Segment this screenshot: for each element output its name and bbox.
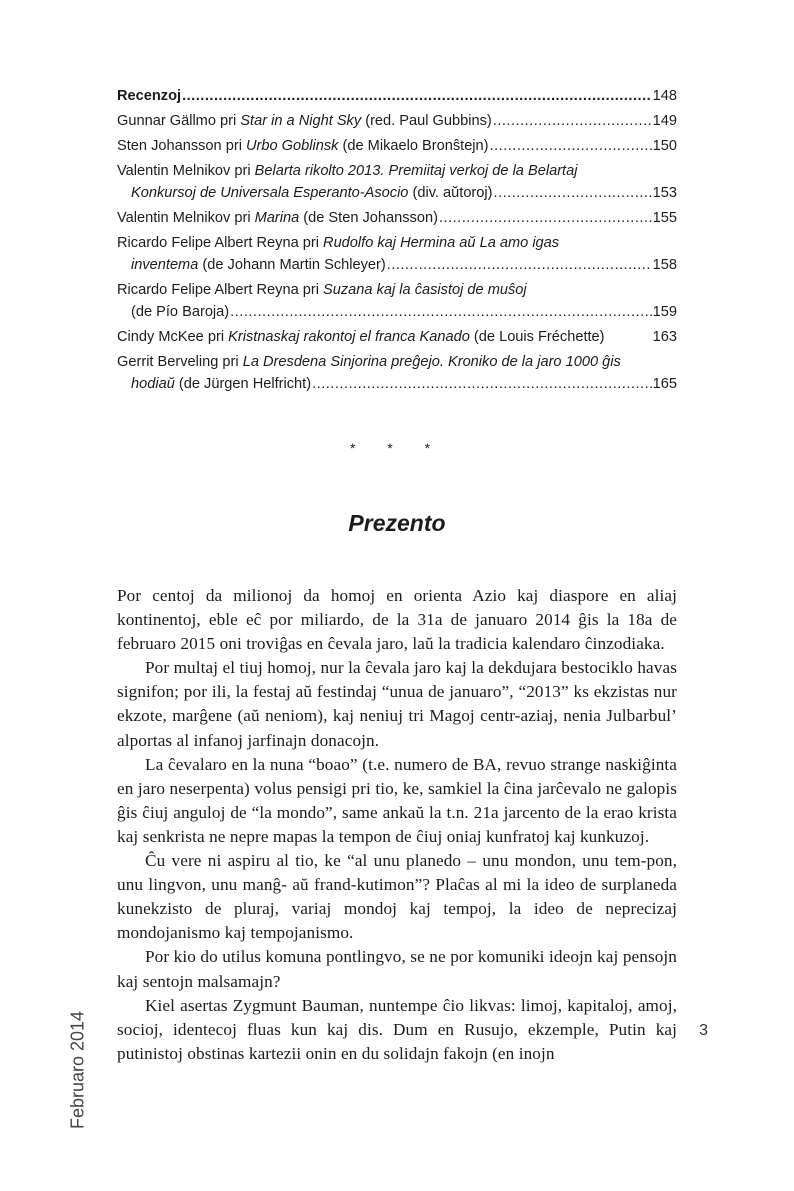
page-number: 3 xyxy=(699,1022,708,1039)
toc-leader-dots xyxy=(439,207,652,229)
toc-entry xyxy=(117,279,677,323)
toc-work-title: Star in a Night Sky xyxy=(240,113,362,129)
toc-entry-page: 149 xyxy=(652,113,677,129)
toc-work-title: La Dresdena Sinjorina preĝejo. Kroniko de la jaro 1000 ĝis xyxy=(242,354,621,370)
toc-entry-text xyxy=(117,351,621,373)
toc-entry-page: 165 xyxy=(652,376,677,392)
toc-entry xyxy=(117,326,677,348)
toc-heading-title: Recenzoj xyxy=(117,88,182,104)
toc-entry-text xyxy=(131,373,311,395)
toc-entry-text xyxy=(131,301,229,323)
toc-work-title: Belarta rikolto 2013. Premiitaj verkoj de la Belartaj xyxy=(254,163,578,179)
toc-entry-line xyxy=(117,326,677,348)
toc-entry xyxy=(117,351,677,395)
toc-work-title: inventema xyxy=(131,257,199,273)
toc-entry-line xyxy=(117,135,677,157)
toc-work-title: Kristnaskaj rakontoj el franca Kanado xyxy=(228,329,470,345)
toc-leader-dots xyxy=(493,110,652,132)
toc-entry-line xyxy=(117,232,677,254)
issue-date-sidebar: Februaro 2014 xyxy=(67,1010,88,1130)
toc-text: Cindy McKee pri xyxy=(117,329,229,345)
toc-text: Sten Johansson pri xyxy=(117,138,246,154)
toc-entry-line xyxy=(117,254,677,276)
toc-work-title: hodiaŭ xyxy=(131,376,175,392)
toc-leader-dots xyxy=(494,182,652,204)
toc-text: Valentin Melnikov pri xyxy=(117,210,255,226)
toc-entry-line xyxy=(117,110,677,132)
toc-heading-entry xyxy=(117,85,677,107)
toc-entry xyxy=(117,207,677,229)
toc-entry-line xyxy=(117,279,677,301)
article-paragraph: La ĉevalaro en la nuna “boao” (t.e. numero de BA, revuo strange naskiĝinta en jaro neserpenta) volus pensigi pri tio, ke, samkiel la ĉina jarĉevalo ne galopis ĝis ĉiuj anguloj de “la mondo”, same ankaŭ la t.n. 21a jarcento de la erao krista kaj senkrista ne nepre mapas la tempon de ĉiuj oniaj kunfratoj kaj kunkuzoj. xyxy=(117,754,677,846)
toc-entry-line xyxy=(117,207,677,229)
toc-text: (red. Paul Gubbins) xyxy=(361,113,492,129)
toc-heading-page: 148 xyxy=(652,88,677,104)
toc-text: (de Louis Fréchette) xyxy=(469,329,605,345)
toc-text: Ricardo Felipe Albert Reyna pri xyxy=(117,235,324,251)
toc-entry-text xyxy=(117,110,492,132)
toc-work-title: Konkursoj de Universala Esperanto-Asocio xyxy=(131,185,409,201)
toc-text: (de Jürgen Helfricht) xyxy=(174,376,312,392)
toc-entry xyxy=(117,232,677,276)
toc-entry-text xyxy=(117,160,577,182)
toc-entry-page: 155 xyxy=(652,210,677,226)
toc-entry-text xyxy=(131,182,493,204)
toc-leader-dots xyxy=(182,85,652,107)
toc-text: (de Sten Johansson) xyxy=(299,210,438,226)
toc-entry-text xyxy=(117,207,438,229)
article-title: Prezento xyxy=(348,510,446,536)
toc-work-title: Urbo Goblinsk xyxy=(246,138,339,154)
toc-leader-dots xyxy=(230,301,651,323)
article-paragraph: Kiel asertas Zygmunt Bauman, nuntempe ĉio likvas: limoj, kapitaloj, amoj, socioj, identecoj fluas kun kaj dis. Dum en Rusujo, ekzemple, Putin kaj putinistoj obstinas kartezii onin en du solidajn fakojn (en inojn xyxy=(117,995,677,1063)
toc-entry-text xyxy=(117,326,605,348)
article-paragraph: Ĉu vere ni aspiru al tio, ke “al unu planedo – unu mondon, unu tem-pon, unu lingvon, unu manĝ- aŭ frand-kutimon”? Plaĉas al mi la ideo de surplaneda kunekzisto de pluraj, variaj mondoj kaj tempoj, la ideo de neprecizaj mondojanismo kaj tempojanismo. xyxy=(117,851,677,943)
toc-text: Ricardo Felipe Albert Reyna pri xyxy=(117,282,324,298)
article-paragraph: Por centoj da milionoj da homoj en orienta Azio kaj diaspore en aliaj kontinentoj, eble eĉ por miliardo, de la 31a de januaro 2014 ĝis la 18a de februaro 2015 oni troviĝas en ĉevala jaro, laŭ la tradicia kalendaro ĉinzodiaka. xyxy=(117,586,677,654)
toc-entry-text xyxy=(117,232,559,254)
toc-entry-page: 163 xyxy=(652,329,677,345)
toc-entries xyxy=(117,110,677,395)
toc-text: (de Mikaelo Bronŝtejn) xyxy=(338,138,489,154)
article-body xyxy=(117,584,677,1066)
toc-entry-line xyxy=(117,182,677,204)
toc-leader-dots xyxy=(490,135,652,157)
toc-entry-line xyxy=(117,351,677,373)
toc-text: (div. aŭtoroj) xyxy=(408,185,493,201)
toc-entry-text xyxy=(117,279,527,301)
toc-entry xyxy=(117,110,677,132)
section-separator: * * * xyxy=(349,440,445,456)
toc-entry-page: 158 xyxy=(652,257,677,273)
toc-leader-dots xyxy=(387,254,652,276)
article-paragraph: Por multaj el tiuj homoj, nur la ĉevala jaro kaj la dekdujara bestociklo havas signifon; por ili, la festaj aŭ festindaj “unua de januaro”, “2013” ks ekzistas nur ekzote, marĝene (aŭ neniom), kaj neniuj tri Magoj centr-aziaj, nenia Julbarbul’ alportas al infanoj jarfinajn donacojn. xyxy=(117,658,677,750)
toc-work-title: Rudolfo kaj Hermina aŭ La amo igas xyxy=(323,235,560,251)
toc-entry xyxy=(117,135,677,157)
toc-entry-text xyxy=(117,135,489,157)
toc-entry-page: 153 xyxy=(652,185,677,201)
toc-text: (de Johann Martin Schleyer) xyxy=(198,257,386,273)
toc-text: (de Pío Baroja) xyxy=(131,304,230,320)
toc-entry-page: 159 xyxy=(652,304,677,320)
toc-entry xyxy=(117,160,677,204)
toc-text: Gerrit Berveling pri xyxy=(117,354,243,370)
toc-entry-line xyxy=(117,373,677,395)
toc-entry-text xyxy=(131,254,386,276)
toc-entry-page: 150 xyxy=(652,138,677,154)
toc-text: Gunnar Gällmo pri xyxy=(117,113,241,129)
toc-work-title: Marina xyxy=(254,210,300,226)
toc-entry-line xyxy=(117,160,677,182)
toc-leader-dots xyxy=(312,373,652,395)
article-paragraph: Por kio do utilus komuna pontlingvo, se ne por komuniki ideojn kaj pensojn kaj sentojn malsamajn? xyxy=(117,947,677,991)
toc-text: Valentin Melnikov pri xyxy=(117,163,255,179)
toc-work-title: Suzana kaj la ĉasistoj de muŝoj xyxy=(323,282,527,298)
table-of-contents xyxy=(117,85,677,398)
toc-entry-line xyxy=(117,301,677,323)
